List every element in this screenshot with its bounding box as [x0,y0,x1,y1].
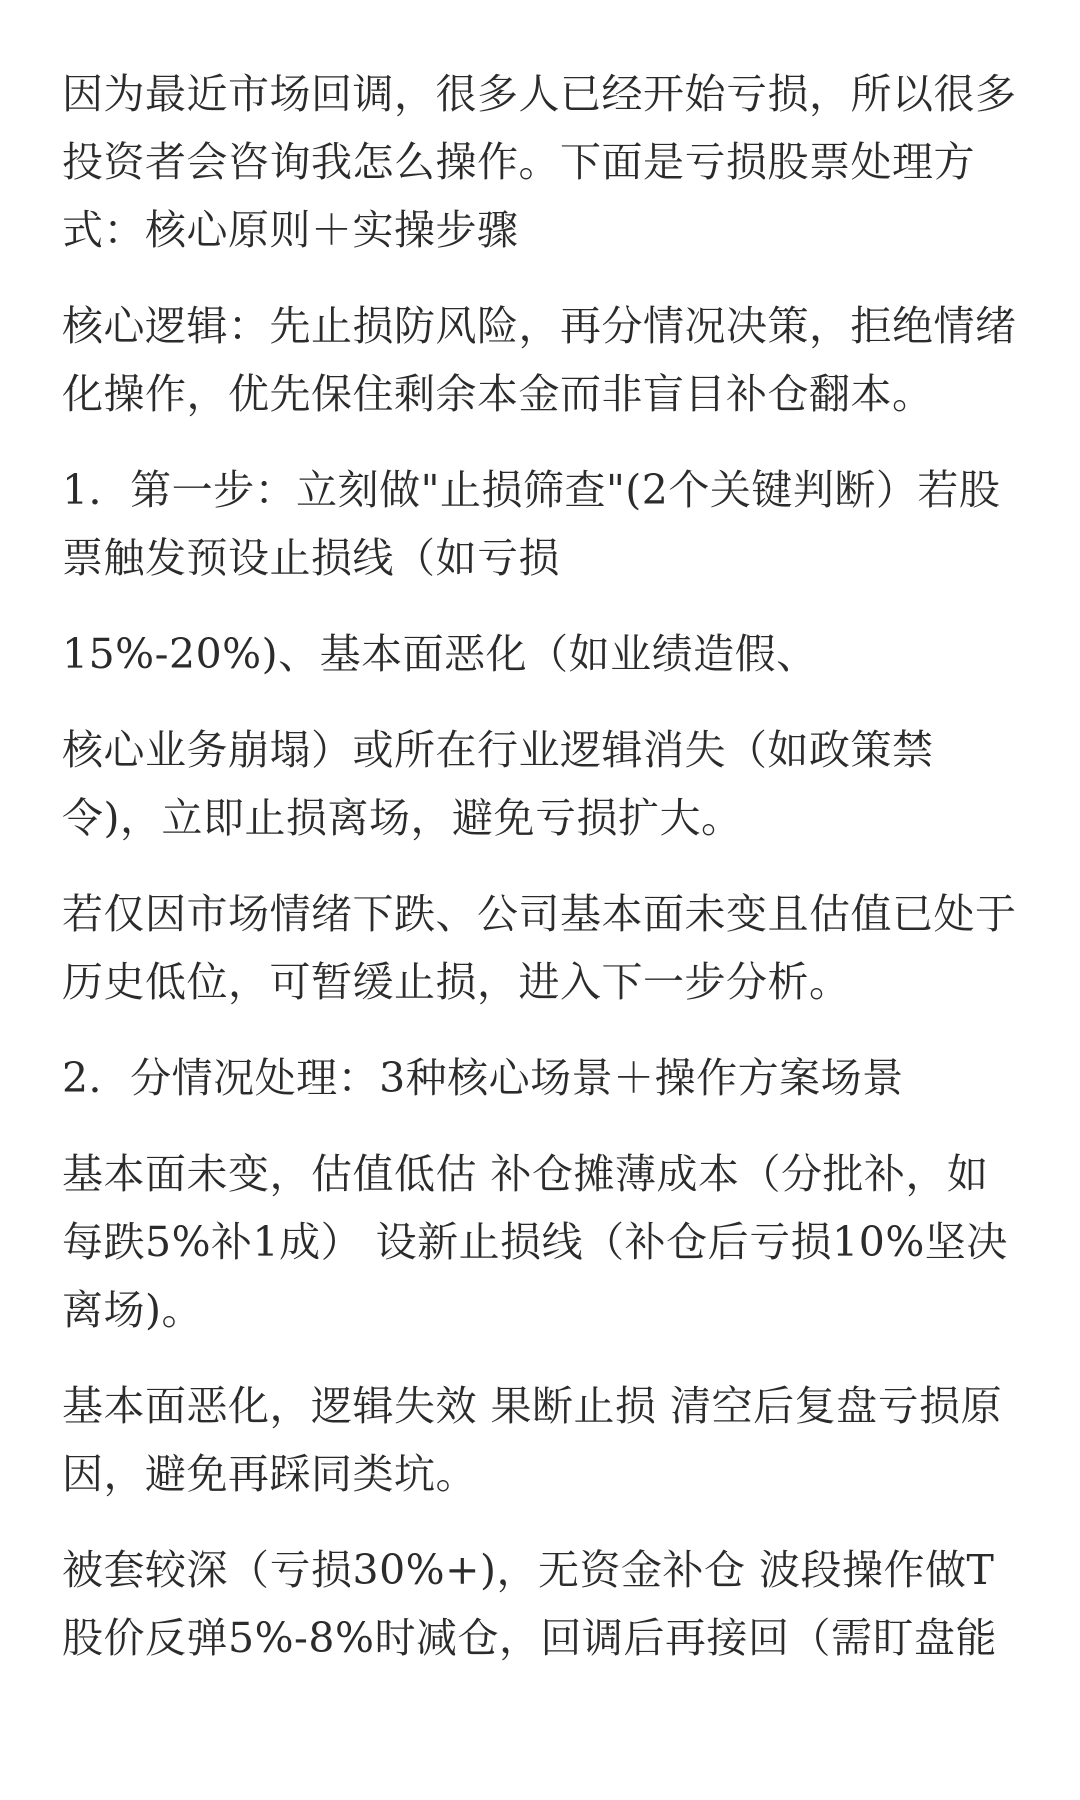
defer-stop-loss-paragraph: 若仅因市场情绪下跌、公司基本面未变且估值已处于历史低位，可暂缓止损，进入下一步分析。 [62,890,1017,1006]
intro-paragraph: 因为最近市场回调，很多人已经开始亏损，所以很多投资者会咨询我怎么操作。下面是亏损股票处理方式：核心原则＋实操步骤 [62,70,1017,254]
core-logic-paragraph: 核心逻辑：先止损防风险，再分情况决策，拒绝情绪化操作，优先保住剩余本金而非盲目补仓翻本。 [62,302,1017,418]
article-body [62,60,1020,1700]
scenario-three-paragraph: 被套较深（亏损30%+)，无资金补仓 波段操作做T 股价反弹5%-8%时减仓，回调后再接回（需盯盘能 [62,1546,997,1662]
scenario-two-paragraph: 基本面恶化，逻辑失效 果断止损 清空后复盘亏损原因，避免再踩同类坑。 [62,1382,1003,1498]
scenario-one-paragraph: 基本面未变，估值低估 补仓摊薄成本（分批补，如每跌5%补1成） 设新止损线（补仓后亏损10%坚决离场)。 [62,1150,1008,1334]
stop-loss-conditions-paragraph: 核心业务崩塌）或所在行业逻辑消失（如政策禁令)，立即止损离场，避免亏损扩大。 [62,726,934,842]
step-two-paragraph: 2．分情况处理：3种核心场景＋操作方案场景 [62,1054,904,1102]
step-one-paragraph: 1．第一步：立刻做"止损筛查"(2个关键判断）若股票触发预设止损线（如亏损 [62,466,1001,582]
stop-loss-range-paragraph: 15%-20%)、基本面恶化（如业绩造假、 [62,630,818,678]
